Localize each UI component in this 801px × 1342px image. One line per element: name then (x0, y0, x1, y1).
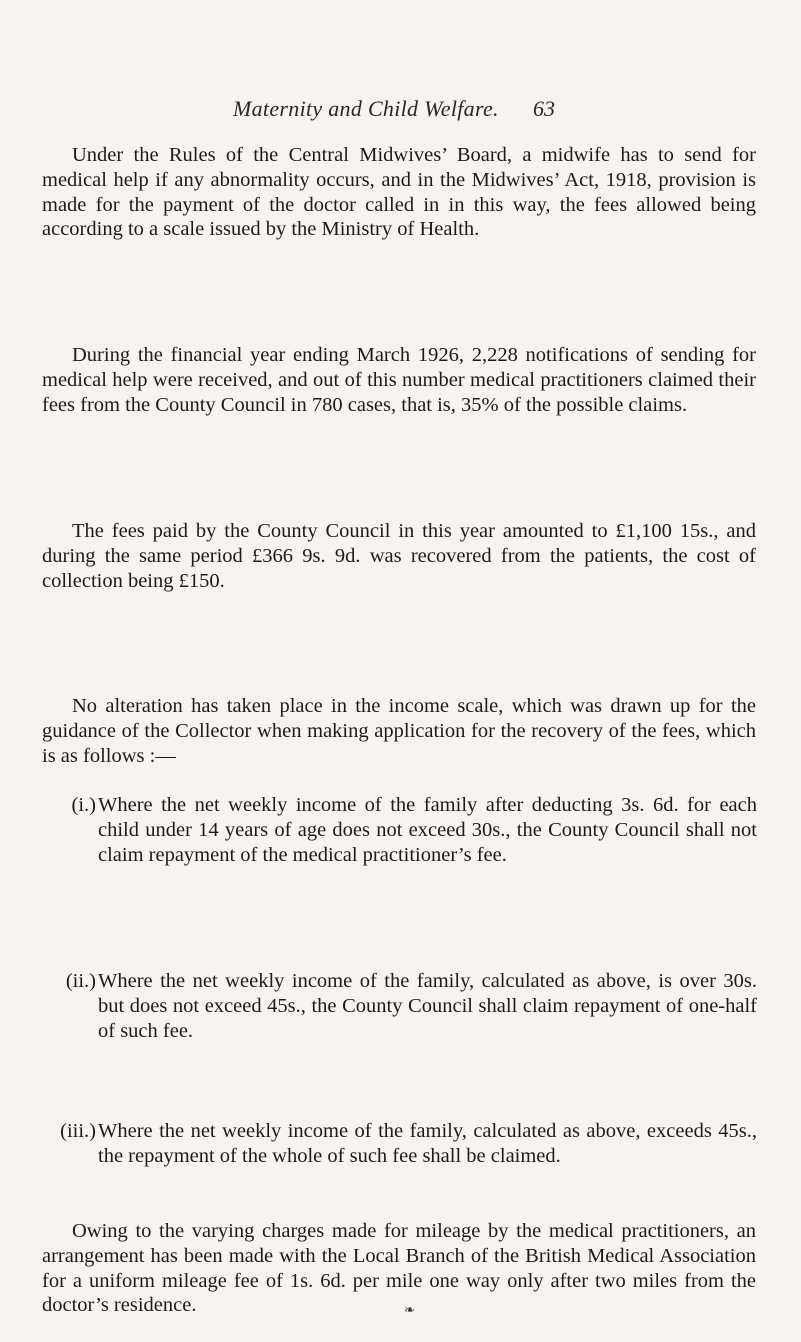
scale-item-text: Where the net weekly income of the family, calculated as above, exceeds 45s., the repayment of the whole of such fee shall be claimed. (98, 1120, 757, 1167)
scale-item-3 (60, 1119, 757, 1169)
scale-item-text: Where the net weekly income of the family after deducting 3s. 6d. for each child under 14 years of age does not exceed 30s., the County Council shall not claim repayment of the medical practitioner’s fee. (98, 794, 757, 866)
scale-item-text: Where the net weekly income of the family, calculated as above, is over 30s. but does not exceed 45s., the County Council shall claim repayment of one-half of such fee. (98, 970, 757, 1042)
page-number: 63 (533, 96, 555, 121)
scale-item-marker: (i.) (71, 794, 96, 816)
paragraph-mileage: Owing to the varying charges made for mileage by the medical practitioners, an arrangement has been made with the Local Branch of the British Medical Association for a uniform mileage fee of 1s. 6d. per mile one way only after two miles from the doctor’s residence. (42, 1220, 756, 1317)
printer-ornament: ❧ (404, 1302, 415, 1317)
paragraph-income-scale: No alteration has taken place in the income scale, which was drawn up for the guidance of the Collector when making application for the recovery of the fees, which is as follows :— (42, 695, 756, 767)
scale-item-marker: (ii.) (65, 970, 96, 992)
scale-item-marker: (iii.) (60, 1120, 96, 1142)
scale-item-1 (71, 793, 757, 867)
paragraph-notifications: During the financial year ending March 1926, 2,228 notifications of sending for medical help were received, and out of this number medical practitioners claimed their fees from the County Council in 780 cases, that is, 35% of the possible claims. (42, 344, 756, 416)
scale-item-2 (65, 969, 757, 1043)
paragraph-midwives-rules: Under the Rules of the Central Midwives’ Board, a midwife has to send for medical help if any abnormality occurs, and in the Midwives’ Act, 1918, provision is made for the payment of the doctor called in in this way, the fees allowed being according to a scale issued by the Ministry of Health. (42, 144, 756, 241)
paragraph-fees-paid: The fees paid by the County Council in this year amounted to £1,100 15s., and during the same period £366 9s. 9d. was recovered from the patients, the cost of collection being £150. (42, 520, 756, 592)
running-title: Maternity and Child Welfare. (233, 96, 499, 121)
